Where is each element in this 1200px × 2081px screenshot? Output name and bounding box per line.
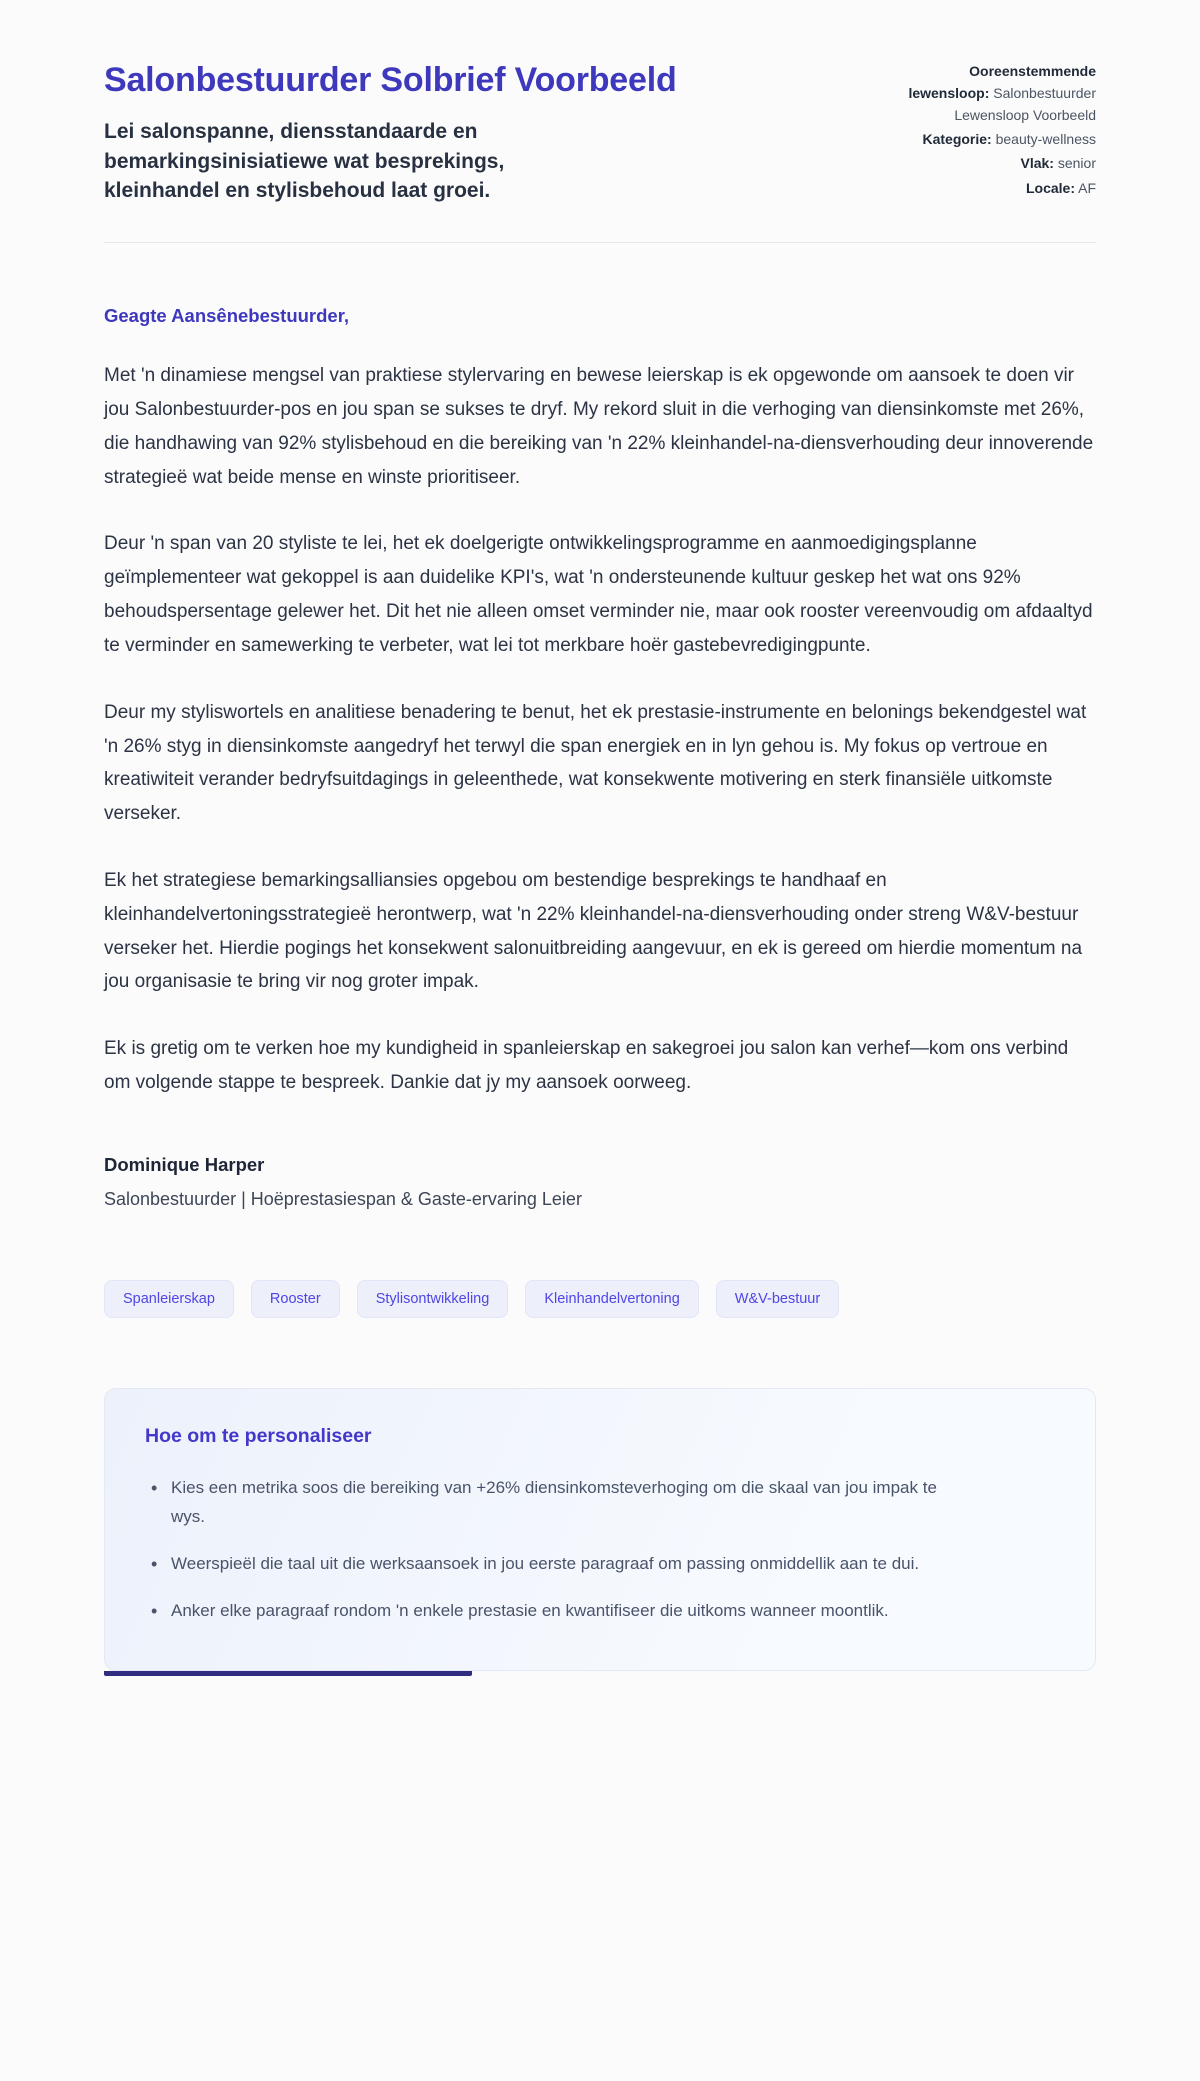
tag-chip-wv-bestuur[interactable]: W&V-bestuur: [716, 1280, 839, 1319]
meta-locale: [886, 177, 1096, 199]
meta-resume: [886, 60, 1096, 126]
letter-paragraph-1: Met 'n dinamiese mengsel van praktiese stylervaring en bewese leierskap is ek opgewonde om aansoek te doen vir jou Salonbestuurder-pos en jou span se sukses te dryf. My rekord sluit in die verhoging van diensinkomste met 26%, die handhawing van 92% stylisbehoud en die bereiking van 'n 22% kleinhandel-na-diensverhouding deur innoverende strategieë wat beide mense en winste prioritiseer.: [104, 365, 1094, 488]
tip-item-3: • Anker elke paragraaf rondom 'n enkele prestasie en kwantifiseer die uitkoms wanneer moontlik.: [145, 1597, 945, 1626]
letter-body: [104, 305, 1096, 1210]
meta-locale-value: AF: [1078, 179, 1096, 196]
meta-resume-link[interactable]: Salonbestuurder Lewensloop Voorbeeld: [954, 85, 1096, 124]
page-title: Salonbestuurder Solbrief Voorbeeld: [104, 61, 677, 99]
letter-greeting: Geagte Aansênebestuurder,: [104, 305, 350, 327]
tip-item-2: • Weerspieël die taal uit die werksaansoek in jou eerste paragraaf om passing onmiddellik aan te dui.: [145, 1550, 945, 1579]
tag-list: [104, 1280, 1096, 1319]
tips-list: [145, 1474, 1055, 1626]
header-left: [104, 60, 886, 206]
signature-name: Dominique Harper: [104, 1153, 265, 1175]
header: [104, 60, 1096, 206]
meta-category-label: Kategorie:: [922, 131, 992, 148]
meta-level: [886, 152, 1096, 174]
tag-chip-kleinhandelvertoning[interactable]: Kleinhandelvertoning: [525, 1280, 698, 1319]
tips-callout: [104, 1388, 1096, 1671]
letter-paragraph-5: Ek is gretig om te verken hoe my kundigheid in spanleierskap en sakegroei jou salon kan verhef—kom ons verbind om volgende stappe te bespreek. Dankie dat jy my aansoek oorweeg.: [104, 1038, 1069, 1094]
letter-paragraph-3: Deur my styliswortels en analitiese benadering te benut, het ek prestasie-instrumente en belonings bekendgestel wat 'n 26% styg in diensinkomste aangedryf het terwyl die span energiek en in lyn gehou is. My fokus op vertroue en kreatiwiteit verander bedryfsuitdagings in geleenthede, wat konsekwente motivering en sterk finansiële uitkomste verseker.: [104, 701, 1087, 825]
meta-panel: [886, 60, 1096, 201]
meta-locale-label: Locale:: [1025, 179, 1075, 196]
letter-paragraph-2: Deur 'n span van 20 styliste te lei, het ek doelgerigte ontwikkelingsprogramme en aanmoedigingsplanne geïmplementeer wat gekoppel is aan duidelike KPI's, wat 'n ondersteunende kultuur geskep het wat ons 92% behoudspersentage gelewer het. Dit het nie alleen omset verminder nie, maar ook rooster vereenvoudig om afdaaltyd te verminder en samewerking te verbeter, wat lei tot merkbare hoër gastebevredigingpunte.: [104, 533, 1093, 656]
tip-item-1: • Kies een metrika soos die bereiking van +26% diensinkomsteverhoging om die skaal van jou impak te wys.: [145, 1474, 945, 1532]
header-divider: [104, 242, 1096, 243]
signature-role: Salonbestuurder | Hoëprestasiespan & Gaste-ervaring Leier: [104, 1188, 582, 1209]
letter-paragraph-4: Ek het strategiese bemarkingsalliansies opgebou om bestendige besprekings te handhaaf en kleinhandelvertoningsstrategieë herontwerp, wat 'n 22% kleinhandel-na-diensverhouding onder streng W&V-bestuur verseker het. Hierdie pogings het konsekwent salonuitbreiding aangevuur, en ek is gereed om hierdie momentum na jou organisasie te bring vir nog groter impak.: [104, 869, 1083, 993]
tag-chip-rooster[interactable]: Rooster: [251, 1280, 340, 1319]
tag-chip-spanleierskap[interactable]: Spanleierskap: [104, 1280, 234, 1319]
meta-level-value: senior: [1057, 155, 1096, 172]
meta-resume-label: Ooreenstemmende lewensloop:: [908, 63, 1096, 102]
meta-level-label: Vlak:: [1020, 155, 1054, 172]
tag-chip-stylisontwikkeling[interactable]: Stylisontwikkeling: [357, 1280, 509, 1319]
meta-category: [886, 128, 1096, 150]
meta-category-value: beauty-wellness: [995, 131, 1096, 148]
page-subtitle: Lei salonspanne, diensstandaarde en bemarkingsinisiatiewe wat besprekings, kleinhandel en stylisbehoud laat groei.: [104, 119, 505, 203]
tips-title: Hoe om te personaliseer: [145, 1425, 372, 1448]
bottom-accent-bar: [104, 1671, 472, 1676]
